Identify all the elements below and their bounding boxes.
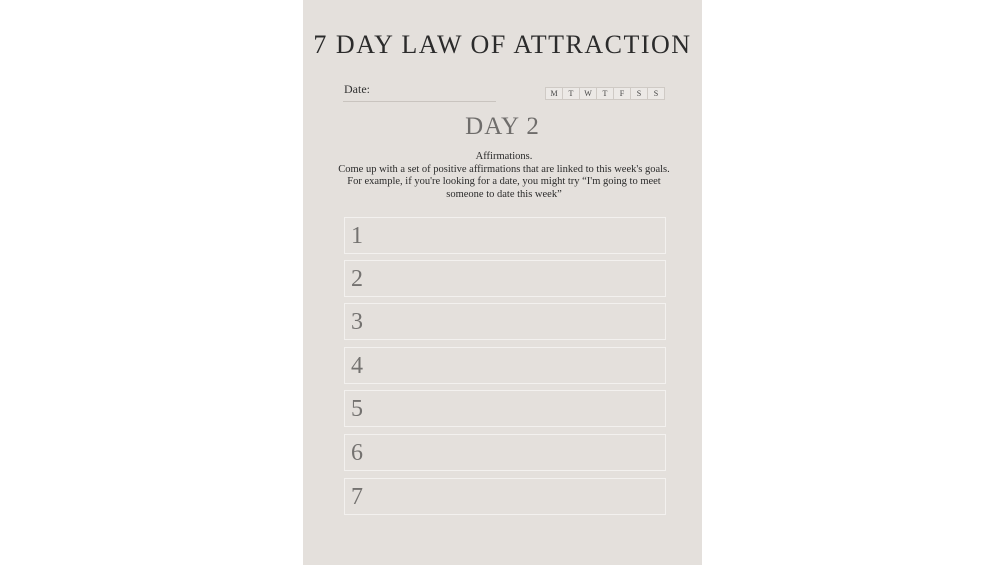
affirmation-box-4[interactable] — [344, 347, 666, 384]
affirmation-box-7[interactable] — [344, 478, 666, 515]
weekday-box-sunday[interactable]: S — [648, 88, 664, 99]
affirmation-box-1[interactable] — [344, 217, 666, 254]
description — [337, 151, 671, 201]
affirmation-box-5[interactable] — [344, 390, 666, 427]
page-title: 7 DAY LAW OF ATTRACTION — [313, 30, 692, 59]
weekday-box-monday[interactable]: M — [546, 88, 562, 99]
weekday-box-tuesday[interactable]: T — [563, 88, 579, 99]
affirmation-box-6[interactable] — [344, 434, 666, 471]
affirmation-number: 5 — [351, 396, 363, 422]
weekday-box-wednesday[interactable]: W — [580, 88, 596, 99]
date-line[interactable] — [343, 101, 496, 102]
affirmation-number: 3 — [351, 309, 363, 335]
date-label: Date: — [344, 82, 370, 96]
weekday-box-friday[interactable]: F — [614, 88, 630, 99]
description-body: Come up with a set of positive affirmations that are linked to this week's goals. For example, if you're looking for a date, you might try “I'm going to meet someone to date this week” — [338, 163, 670, 200]
weekday-box-saturday[interactable]: S — [631, 88, 647, 99]
affirmation-number: 4 — [351, 353, 363, 379]
day-heading: DAY 2 — [465, 113, 540, 140]
affirmation-number: 1 — [351, 223, 363, 249]
weekday-tracker — [545, 87, 665, 100]
affirmation-box-2[interactable] — [344, 260, 666, 297]
planner-page — [303, 0, 702, 565]
description-title: Affirmations. — [475, 151, 533, 162]
affirmation-box-3[interactable] — [344, 303, 666, 340]
weekday-box-thursday[interactable]: T — [597, 88, 613, 99]
affirmation-number: 2 — [351, 266, 363, 292]
affirmation-number: 7 — [351, 484, 363, 510]
affirmation-number: 6 — [351, 440, 363, 466]
